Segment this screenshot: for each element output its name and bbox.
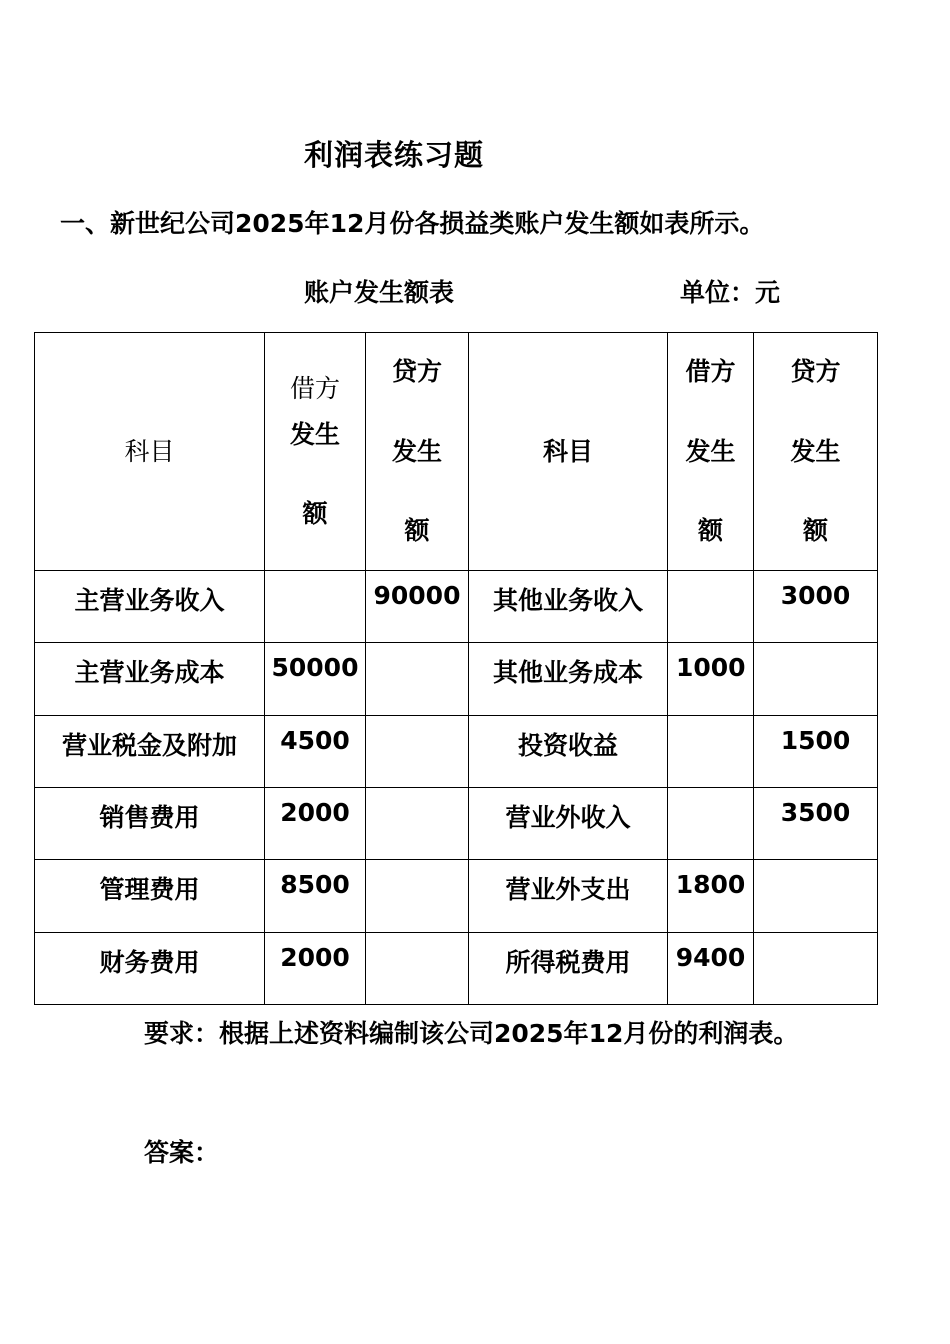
right-debit-cell: 1000 xyxy=(668,643,754,715)
left-credit-cell xyxy=(366,643,469,715)
right-account-cell: 其他业务成本 xyxy=(469,643,668,715)
left-debit-cell: 8500 xyxy=(265,860,366,932)
header-credit-line2: 发生 xyxy=(391,436,442,466)
header-credit-right xyxy=(754,333,878,571)
left-credit-cell xyxy=(366,932,469,1004)
right-credit-cell: 1500 xyxy=(754,715,878,787)
header-credit-line3: 额 xyxy=(404,516,430,546)
header-debit-left xyxy=(265,333,366,571)
left-debit-cell: 2000 xyxy=(265,932,366,1004)
left-credit-cell xyxy=(366,860,469,932)
page-title: 利润表练习题 xyxy=(304,138,485,172)
table-row xyxy=(35,571,878,643)
header-account-left xyxy=(35,333,265,571)
header-credit-line3: 额 xyxy=(802,516,828,546)
table-row xyxy=(35,932,878,1004)
left-debit-cell: 2000 xyxy=(265,787,366,859)
left-account-cell: 销售费用 xyxy=(35,787,265,859)
left-credit-cell xyxy=(366,715,469,787)
left-account-cell: 财务费用 xyxy=(35,932,265,1004)
account-amount-table xyxy=(34,332,878,1005)
answer-label: 答案： xyxy=(144,1138,220,1167)
header-debit-line1: 借方 xyxy=(685,357,736,387)
right-credit-cell xyxy=(754,643,878,715)
right-account-cell: 营业外收入 xyxy=(469,787,668,859)
left-account-cell: 管理费用 xyxy=(35,860,265,932)
header-debit-line2: 发生 xyxy=(289,419,340,449)
header-credit-line1: 贷方 xyxy=(391,357,442,387)
header-account-label: 科目 xyxy=(542,436,593,466)
header-debit-right xyxy=(668,333,754,571)
left-debit-cell xyxy=(265,571,366,643)
header-debit-line2: 发生 xyxy=(685,436,736,466)
table-header-row xyxy=(35,333,878,571)
left-credit-cell: 90000 xyxy=(366,571,469,643)
header-debit-line3: 额 xyxy=(302,499,328,529)
right-account-cell: 其他业务收入 xyxy=(469,571,668,643)
right-debit-cell xyxy=(668,715,754,787)
header-debit-line3: 额 xyxy=(697,516,723,546)
header-account-right xyxy=(469,333,668,571)
right-credit-cell: 3000 xyxy=(754,571,878,643)
right-account-cell: 营业外支出 xyxy=(469,860,668,932)
right-debit-cell: 9400 xyxy=(668,932,754,1004)
right-account-cell: 所得税费用 xyxy=(469,932,668,1004)
right-account-cell: 投资收益 xyxy=(469,715,668,787)
table-caption: 账户发生额表 xyxy=(304,278,455,307)
header-credit-line2: 发生 xyxy=(790,436,841,466)
right-debit-cell: 1800 xyxy=(668,860,754,932)
header-account-label: 科目 xyxy=(124,436,175,466)
table-row xyxy=(35,715,878,787)
left-debit-cell: 4500 xyxy=(265,715,366,787)
right-credit-cell xyxy=(754,932,878,1004)
table-row xyxy=(35,643,878,715)
right-debit-cell xyxy=(668,787,754,859)
header-credit-left xyxy=(366,333,469,571)
right-credit-cell xyxy=(754,860,878,932)
header-debit-line1: 借方 xyxy=(289,374,340,404)
question-intro: 一、新世纪公司2025年12月份各损益类账户发生额如表所示。 xyxy=(60,209,765,238)
left-debit-cell: 50000 xyxy=(265,643,366,715)
left-account-cell: 主营业务成本 xyxy=(35,643,265,715)
requirement-text: 要求：根据上述资料编制该公司2025年12月份的利润表。 xyxy=(144,1019,799,1048)
table-row xyxy=(35,787,878,859)
left-account-cell: 主营业务收入 xyxy=(35,571,265,643)
right-credit-cell: 3500 xyxy=(754,787,878,859)
left-account-cell: 营业税金及附加 xyxy=(35,715,265,787)
table-row xyxy=(35,860,878,932)
unit-label: 单位：元 xyxy=(680,278,781,307)
header-credit-line1: 贷方 xyxy=(790,357,841,387)
right-debit-cell xyxy=(668,571,754,643)
left-credit-cell xyxy=(366,787,469,859)
